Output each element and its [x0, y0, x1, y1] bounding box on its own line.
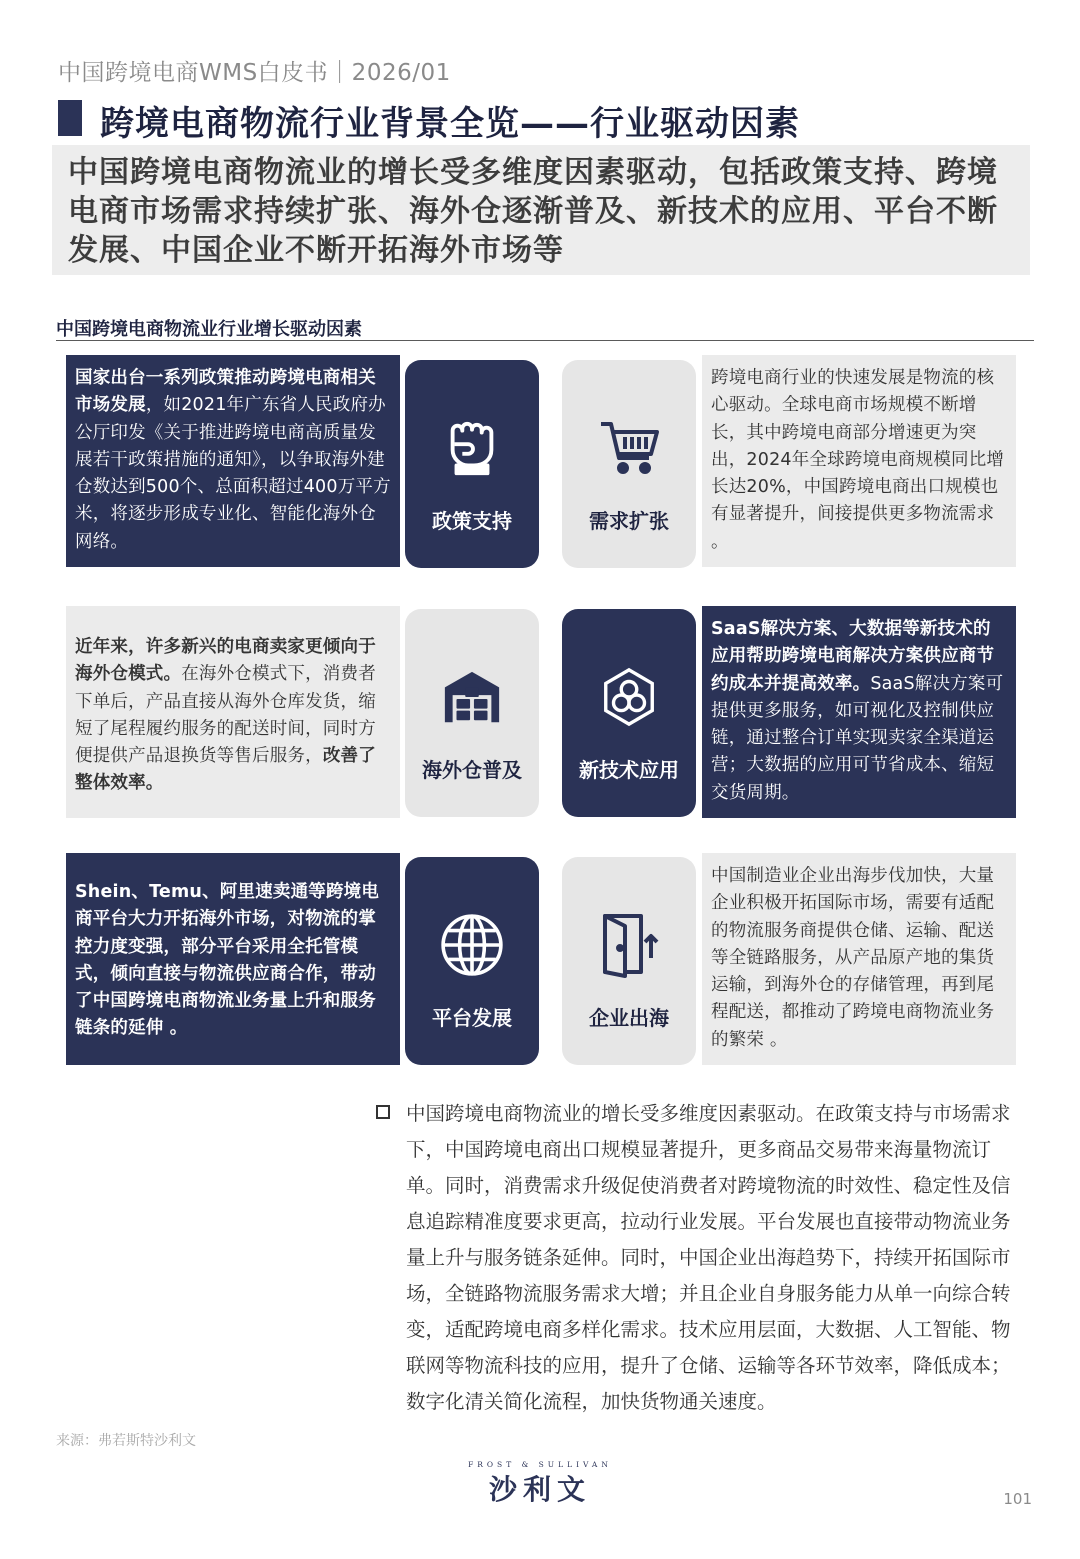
- factor-desc-bold: 国家出台一系列政策推动跨境电商相关市场发展: [75, 368, 376, 416]
- source-note: 来源：弗若斯特沙利文: [56, 1433, 196, 1449]
- factor-card-go-global: [562, 857, 696, 1065]
- factor-desc-text: SaaS解决方案可提供更多服务，如可视化及控制供应链，通过整合订单实现卖家全渠道运营；大数据的应用可节省成本、缩短交货周期。: [711, 673, 1004, 803]
- logo-english: FROST & SULLIVAN: [468, 1460, 612, 1469]
- factor-desc-bold: SaaS解决方案、大数据等新技术的应用帮助跨境电商解决方案供应商节约成本并提高效率。: [711, 619, 995, 694]
- factor-card-policy: [405, 360, 539, 568]
- shopping-cart-icon: [593, 412, 665, 484]
- factor-card-platform: [405, 857, 539, 1065]
- factor-card-new-tech: [562, 609, 696, 817]
- section-divider: [56, 340, 1034, 341]
- section-label: 中国跨境电商物流业行业增长驱动因素: [56, 319, 362, 340]
- logo-chinese: 沙利文: [488, 1473, 591, 1506]
- factor-desc-bold: 近年来，许多新兴的电商卖家更倾向于海外仓模式。: [75, 637, 376, 685]
- factor-desc-policy: [66, 355, 400, 567]
- warehouse-icon: [436, 661, 508, 733]
- checkbox-bullet-icon: [376, 1105, 390, 1119]
- factor-desc-bold-tail: 改善了整体效率。: [75, 746, 376, 794]
- summary-box: [52, 145, 1030, 275]
- factor-desc-overseas-warehouse: [66, 606, 400, 818]
- factor-desc-go-global: [702, 853, 1016, 1065]
- bullet-text: 中国跨境电商物流业的增长受多维度因素驱动。在政策支持与市场需求下，中国跨境电商出口规模显著提升，更多商品交易带来海量物流订单。同时，消费需求升级促使消费者对跨境物流的时效性、稳定性及信息追踪精准度要求更高，拉动行业发展。平台发展也直接带动物流业务量上升与服务链条延伸。同时，中国企业出海趋势下，持续开拓国际市场，全链路物流服务需求大增；并且企业自身服务能力从单一向综合转变，适配跨境电商多样化需求。技术应用层面，大数据、人工智能、物联网等物流科技的应用，提升了仓储、运输等各环节效率，降低成本；数字化清关简化流程，加快货物通关速度。: [406, 1102, 1011, 1413]
- factor-label: 平台发展: [432, 1006, 512, 1030]
- factor-label: 海外仓普及: [422, 758, 522, 782]
- fist-icon: [436, 412, 508, 484]
- factor-label: 政策支持: [432, 509, 512, 533]
- hexagon-network-icon: [593, 661, 665, 733]
- document-header: 中国跨境电商WMS白皮书｜2026/01: [58, 60, 451, 86]
- factor-label: 需求扩张: [589, 509, 669, 533]
- factor-label: 企业出海: [589, 1006, 669, 1030]
- door-exit-icon: [593, 909, 665, 981]
- title-accent-bar: [58, 100, 82, 136]
- factor-desc-demand: [702, 355, 1016, 567]
- summary-text: 中国跨境电商物流业的增长受多维度因素驱动，包括政策支持、跨境电商市场需求持续扩张、海外仓逐渐普及、新技术的应用、平台不断发展、中国企业不断开拓海外市场等: [68, 155, 998, 268]
- factor-card-overseas-warehouse: [405, 609, 539, 817]
- factor-desc-text: 在海外仓模式下，消费者下单后，产品直接从海外仓库发货，缩短了尾程履约服务的配送时间，同时方便提供产品退换货等售后服务，: [75, 664, 376, 767]
- factor-desc-text: 跨境电商行业的快速发展是物流的核心驱动。全球电商市场规模不断增长，其中跨境电商部分增速更为突出，2024年全球跨境电商规模同比增长达20%，中国跨境电商出口规模也有显著提升，间接提供更多物流需求 。: [711, 368, 1005, 552]
- factor-desc-text: 中国制造业企业出海步伐加快，大量企业积极开拓国际市场，需要有适配的物流服务商提供仓储、运输、配送等全链路服务，从产品原产地的集货运输，到海外仓的存储管理，再到尾程配送，都推动了跨境电商物流业务的繁荣 。: [711, 866, 995, 1050]
- factor-desc-platform: [66, 853, 400, 1065]
- factor-label: 新技术应用: [579, 758, 679, 782]
- globe-icon: [436, 909, 508, 981]
- factor-desc-new-tech: [702, 606, 1016, 818]
- factor-desc-text: ，如2021年广东省人民政府办公厅印发《关于推进跨境电商高质量发展若干政策措施的通知》，以争取海外建仓数达到500个、总面积超过400万平方米，将逐步形成专业化、智能化海外仓网络。: [75, 395, 391, 552]
- factor-desc-bold: Shein、Temu、阿里速卖通等跨境电商平台大力开拓海外市场，对物流的掌控力度变强，部分平台采用全托管模式，倾向直接与物流供应商合作，带动了中国跨境电商物流业务量上升和服务链条的延伸 。: [75, 882, 380, 1039]
- page-number: 101: [1003, 1490, 1032, 1508]
- factor-card-demand: [562, 360, 696, 568]
- page-title: 跨境电商物流行业背景全览——行业驱动因素: [100, 104, 800, 144]
